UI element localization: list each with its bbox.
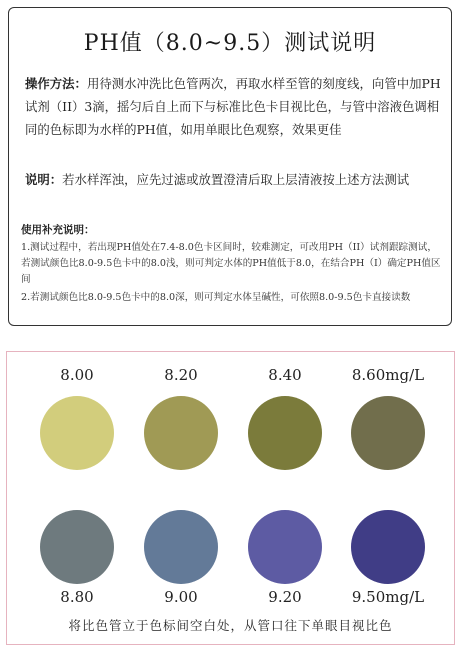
swatch-label-4: 8.60mg/L	[351, 366, 425, 384]
supplement-item-1: 1.测试过程中，若出现PH值处在7.4-8.0色卡区间时，较难测定，可改用PH（II）试剂跟踪测试，若测试颜色比8.0-9.5色卡中的8.0浅，则可判定水体的PH值低于8.0，在结合PH（I）确定PH值区间	[21, 242, 441, 285]
swatch-label-5: 8.80	[60, 588, 94, 606]
swatch-label-7: 9.20	[268, 588, 302, 606]
swatch-4	[351, 396, 425, 470]
swatch-7	[248, 510, 322, 584]
method-paragraph	[25, 72, 441, 141]
color-chart	[6, 351, 455, 645]
swatch-label-6: 9.00	[164, 588, 198, 606]
swatch-8	[351, 510, 425, 584]
swatch-6	[144, 510, 218, 584]
note-label: 说明：	[25, 172, 63, 187]
swatch-1	[40, 396, 114, 470]
swatch-label-8: 9.50mg/L	[351, 588, 425, 606]
method-label: 操作方法：	[25, 76, 87, 91]
page-title: PH值（8.0~9.5）测试说明	[83, 31, 377, 56]
supplement-item-2: 2.若测试颜色比8.0-9.5色卡中的8.0深，则可判定水体呈碱性，可依照8.0-9.5色卡直接读数	[21, 292, 411, 303]
note-paragraph	[25, 168, 441, 191]
swatch-2	[144, 396, 218, 470]
method-text: 用待测水冲洗比色管两次，再取水样至管的刻度线，向管中加PH试剂（II）3滴，摇匀后自上而下与标准比色卡目视比色，与管中溶液色调相同的色标即为水样的PH值，如用单眼比色观察，效果更佳	[25, 76, 441, 137]
supplement-heading: 使用补充说明：	[21, 224, 95, 236]
swatch-label-1: 8.00	[60, 366, 94, 384]
swatch-3	[248, 396, 322, 470]
note-text: 若水样浑浊，应先过滤或放置澄清后取上层清液按上述方法测试	[62, 172, 410, 187]
swatch-5	[40, 510, 114, 584]
instruction-card	[8, 7, 452, 326]
chart-footer: 将比色管立于色标间空白处，从管口往下单眼目视比色	[68, 618, 393, 633]
swatch-label-3: 8.40	[268, 366, 302, 384]
swatch-label-2: 8.20	[164, 366, 198, 384]
